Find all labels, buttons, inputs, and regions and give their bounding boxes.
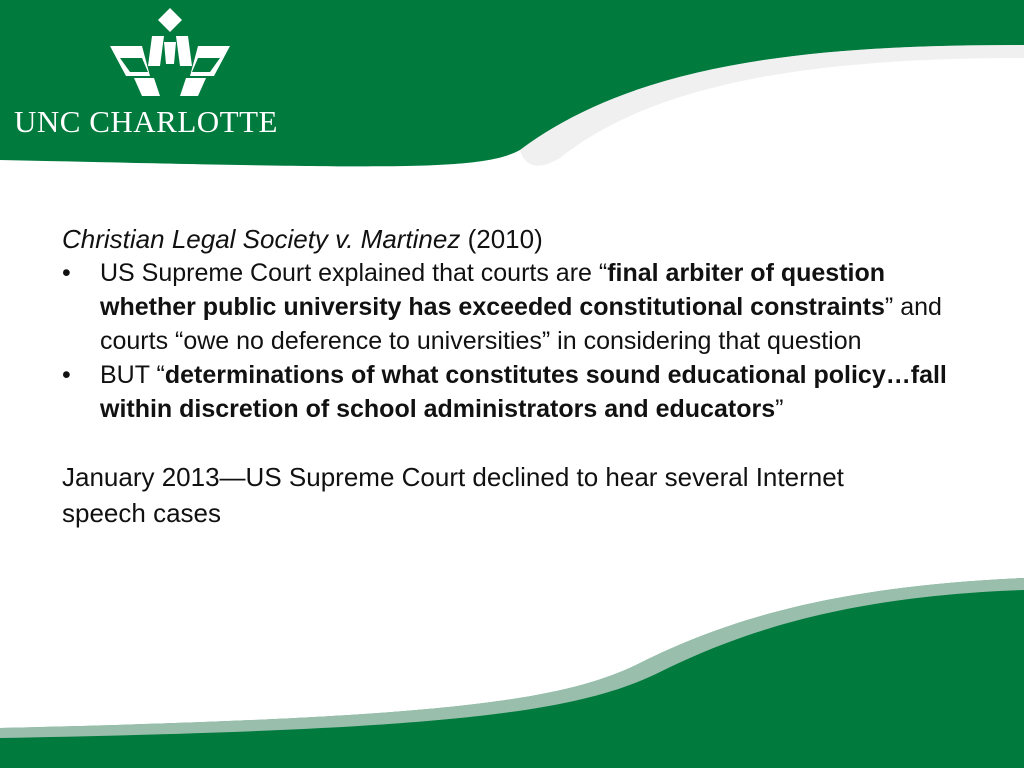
footer-band [0, 578, 1024, 768]
crown-mark-icon [90, 6, 250, 98]
bullet-text-part: US Supreme Court explained that courts are “ [100, 259, 608, 287]
bullet-text-part: ” and courts “owe no deference to universities” in considering that question [100, 293, 942, 355]
bullet-text-part: ” [775, 395, 784, 423]
january-2013-note: January 2013—US Supreme Court declined to hear several Internet speech cases [62, 462, 844, 528]
bullet-icon: • [62, 259, 71, 287]
bullet-text-part: BUT “ [100, 361, 165, 389]
bullet-icon: • [62, 361, 71, 389]
logo-wordmark: UNC CHARLOTTE [14, 104, 278, 139]
bullet-quote-bold: final arbiter of question whether public university has exceeded constitutional constraints [100, 259, 885, 321]
case-name: Christian Legal Society v. Martinez [62, 224, 461, 254]
bullet-list [62, 256, 962, 426]
bullet-quote-bold: determinations of what constitutes sound educational policy…fall within discretion of school administrators and educators [100, 361, 947, 423]
case-year: (2010) [460, 224, 543, 254]
case-title [62, 222, 962, 256]
bullet-item [62, 358, 962, 426]
slide-content [62, 222, 962, 557]
unc-charlotte-logo [12, 6, 312, 146]
bullet-item [62, 256, 962, 358]
